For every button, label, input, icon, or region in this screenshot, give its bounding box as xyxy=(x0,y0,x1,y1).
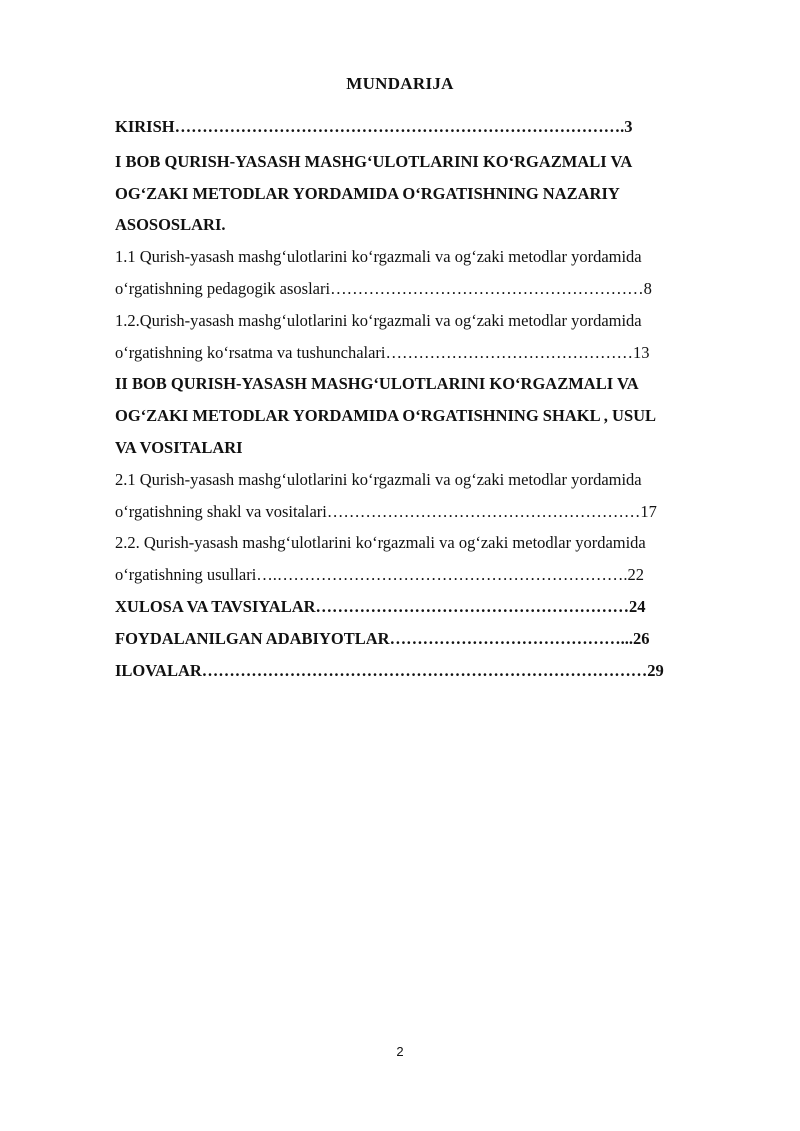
toc-section-1-1-line-2: o‘rgatishning pedagogik asoslari…………………………………………………8 xyxy=(115,278,652,298)
toc-chapter-2-line-2: OG‘ZAKI METODLAR YORDAMIDA O‘RGATISHNING SHAKL , USUL xyxy=(115,406,657,426)
toc-chapter-1-line-1: I BOB QURISH-YASASH MASHG‘ULOTLARINI KO‘RGAZMALI VA xyxy=(115,151,633,171)
toc-section-1-2-line-1: 1.2.Qurish-yasash mashg‘ulotlarini ko‘rgazmali va og‘zaki metodlar yordamida xyxy=(115,310,642,330)
toc-chapter-1-line-2: OG‘ZAKI METODLAR YORDAMIDA O‘RGATISHNING NAZARIY xyxy=(115,183,620,203)
toc-section-2-2-line-2: o‘rgatishning usullari….……………………………………………………….22 xyxy=(115,565,645,585)
toc-section-2-2-line-1: 2.2. Qurish-yasash mashg‘ulotlarini ko‘rgazmali va og‘zaki metodlar yordamida xyxy=(115,533,646,553)
toc-chapter-2-line-1: II BOB QURISH-YASASH MASHG‘ULOTLARINI KO‘RGAZMALI VA xyxy=(115,374,639,394)
toc-section-1-2-line-2: o‘rgatishning ko‘rsatma va tushunchalari………………………………………13 xyxy=(115,342,650,362)
toc-section-2-1-line-1: 2.1 Qurish-yasash mashg‘ulotlarini ko‘rgazmali va og‘zaki metodlar yordamida xyxy=(115,469,642,489)
toc-chapter-2-line-3: VA VOSITALARI xyxy=(115,437,243,457)
toc-entry-ilovalar: ILOVALAR………………………………………………………………………29 xyxy=(115,660,664,680)
toc-section-1-1-line-1: 1.1 Qurish-yasash mashg‘ulotlarini ko‘rgazmali va og‘zaki metodlar yordamida xyxy=(115,247,642,267)
page-number: 2 xyxy=(396,1044,404,1059)
toc-entry-kirish: KIRISH……………………………………………………………………….3 xyxy=(115,117,633,136)
toc-section-2-1-line-2: o‘rgatishning shakl va vositalari…………………………………………………17 xyxy=(115,501,657,521)
page-title: MUNDARIJA xyxy=(346,74,454,93)
toc-chapter-1-line-3: ASOSOSLARI. xyxy=(115,215,226,235)
toc-entry-adabiyotlar: FOYDALANILGAN ADABIYOTLAR……………………………………...26 xyxy=(115,628,650,648)
toc-entry-xulosa: XULOSA VA TAVSIYALAR…………………………………………………24 xyxy=(115,596,646,616)
table-of-contents xyxy=(115,111,755,686)
